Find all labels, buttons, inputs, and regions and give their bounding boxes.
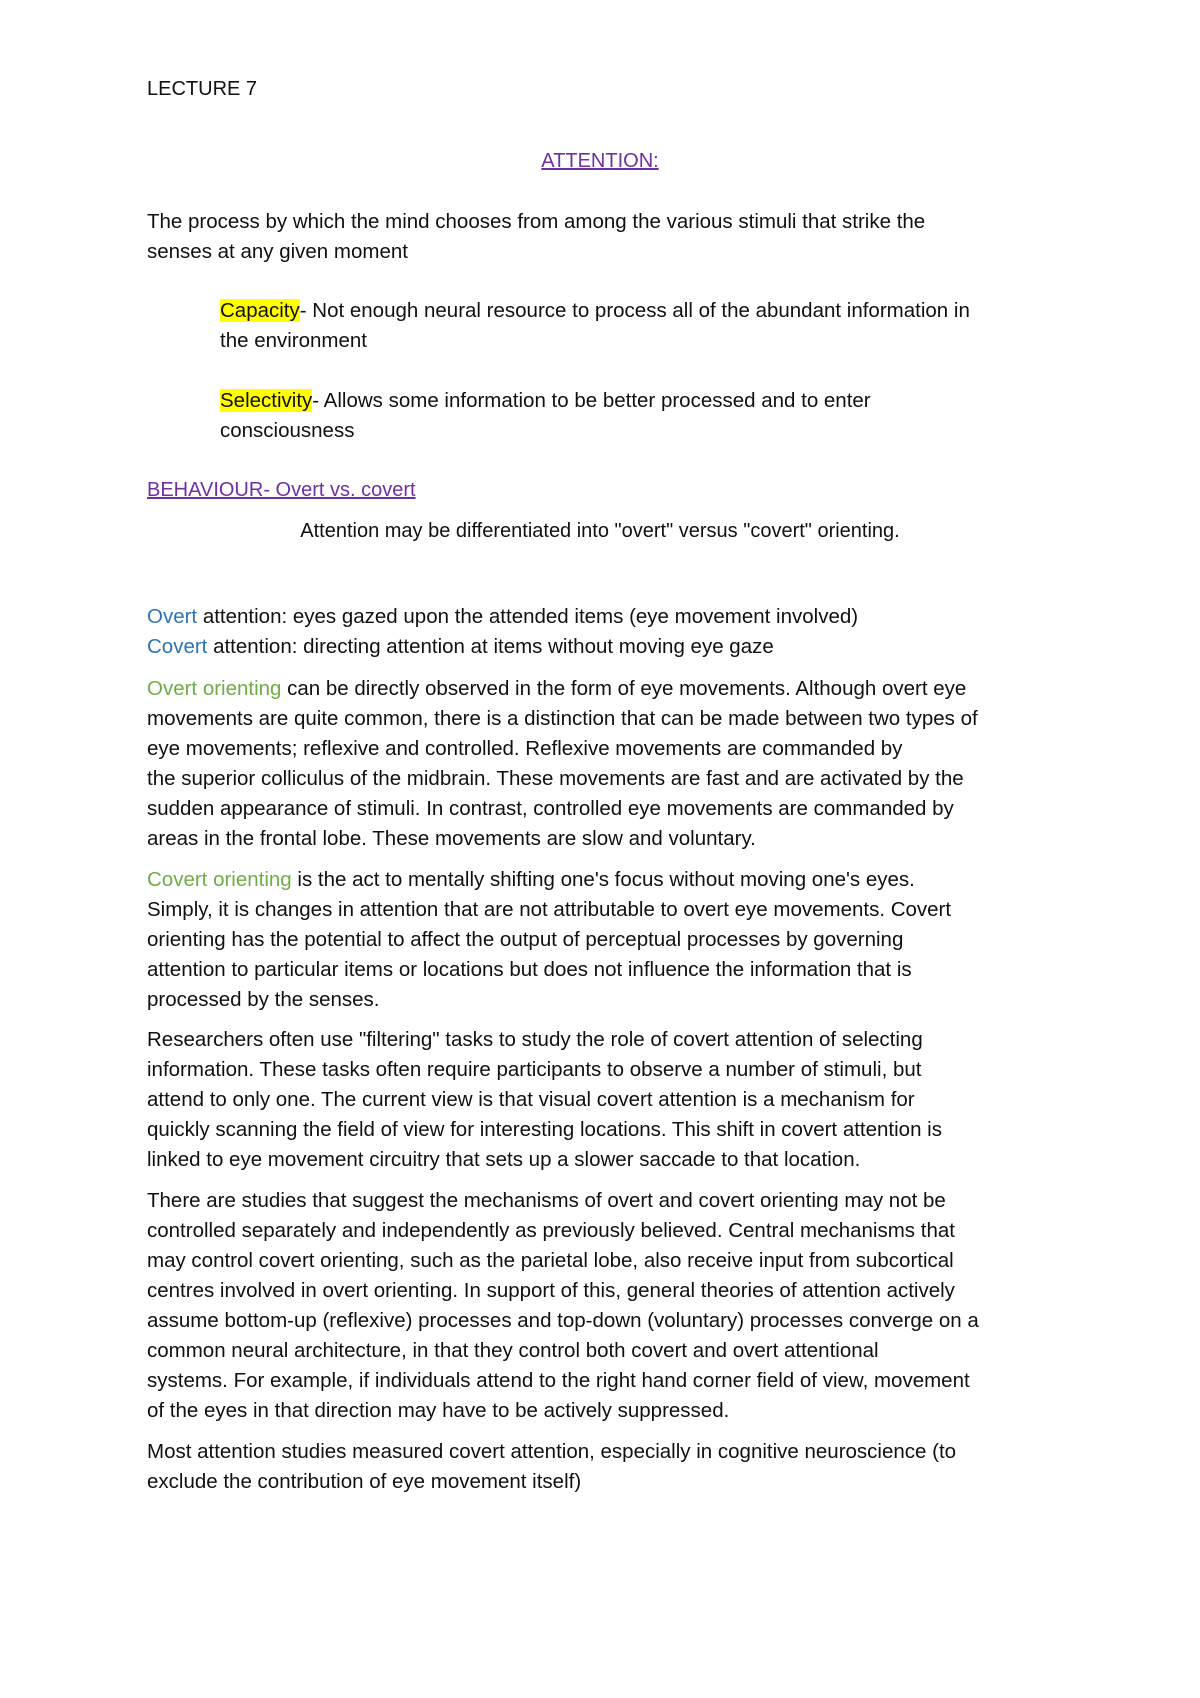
researchers-line: attend to only one. The current view is that visual covert attention is a mechanism for xyxy=(147,1088,915,1111)
researchers-line: linked to eye movement circuitry that sets up a slower saccade to that location. xyxy=(147,1148,861,1171)
studies-line: There are studies that suggest the mechanisms of overt and covert orienting may not be xyxy=(147,1189,946,1212)
covert-orienting-line: attention to particular items or locations but does not influence the information that is xyxy=(147,958,912,981)
behaviour-subtitle: Attention may be differentiated into "overt" versus "covert" orienting. xyxy=(300,520,900,542)
covert-orienting-line: Simply, it is changes in attention that are not attributable to overt eye movements. Covert xyxy=(147,898,952,921)
covert-orienting-line: processed by the senses. xyxy=(147,988,380,1011)
definition-line-1: The process by which the mind chooses from among the various stimuli that strike the xyxy=(147,210,926,233)
covert-orienting-term: Covert orienting xyxy=(147,868,292,891)
overt-definition-text: attention: eyes gazed upon the attended items (eye movement involved) xyxy=(197,605,859,628)
overt-term: Overt xyxy=(147,605,198,628)
overt-orienting-text: can be directly observed in the form of eye movements. Although overt eye xyxy=(281,677,967,700)
overt-orienting-line: sudden appearance of stimuli. In contrast, controlled eye movements are commanded by xyxy=(147,797,954,820)
lecture-label: LECTURE 7 xyxy=(147,78,258,100)
covert-orienting-text: is the act to mentally shifting one's focus without moving one's eyes. xyxy=(291,868,915,891)
capacity-line-2: the environment xyxy=(220,329,368,352)
attention-heading: ATTENTION: xyxy=(541,150,659,172)
studies-line: controlled separately and independently as previously believed. Central mechanisms that xyxy=(147,1219,955,1242)
covert-orienting-line-1 xyxy=(147,868,915,892)
overt-orienting-line: movements are quite common, there is a distinction that can be made between two types of xyxy=(147,707,978,730)
covert-definition xyxy=(147,635,774,659)
studies-line: common neural architecture, in that they control both covert and overt attentional xyxy=(147,1339,879,1362)
studies-line: may control covert orienting, such as the parietal lobe, also receive input from subcortical xyxy=(147,1249,954,1272)
selectivity-line-2: consciousness xyxy=(220,419,355,442)
overt-orienting-term: Overt orienting xyxy=(147,677,282,700)
studies-line: systems. For example, if individuals attend to the right hand corner field of view, movement xyxy=(147,1369,970,1392)
studies-line: centres involved in overt orienting. In support of this, general theories of attention actively xyxy=(147,1279,955,1302)
researchers-line: quickly scanning the field of view for interesting locations. This shift in covert attention is xyxy=(147,1118,942,1141)
definition-line-2: senses at any given moment xyxy=(147,240,408,263)
overt-orienting-line: areas in the frontal lobe. These movements are slow and voluntary. xyxy=(147,827,756,850)
most-line: exclude the contribution of eye movement itself) xyxy=(147,1470,582,1493)
overt-orienting-line: eye movements; reflexive and controlled. Reflexive movements are commanded by xyxy=(147,737,903,760)
covert-term: Covert xyxy=(147,635,208,658)
studies-line: of the eyes in that direction may have to be actively suppressed. xyxy=(147,1399,730,1422)
overt-orienting-line: the superior colliculus of the midbrain. These movements are fast and are activated by the xyxy=(147,767,964,790)
capacity-line-1 xyxy=(220,299,970,323)
covert-orienting-line: orienting has the potential to affect the output of perceptual processes by governing xyxy=(147,928,904,951)
covert-definition-text: attention: directing attention at items without moving eye gaze xyxy=(207,635,774,658)
capacity-term: Capacity xyxy=(220,299,300,322)
selectivity-term: Selectivity xyxy=(220,389,313,412)
overt-definition xyxy=(147,605,858,629)
behaviour-heading: BEHAVIOUR- Overt vs. covert xyxy=(147,479,416,501)
most-line: Most attention studies measured covert attention, especially in cognitive neuroscience (to xyxy=(147,1440,957,1463)
capacity-text: - Not enough neural resource to process all of the abundant information in xyxy=(299,299,970,322)
researchers-line: Researchers often use "filtering" tasks to study the role of covert attention of selecting xyxy=(147,1028,923,1051)
overt-orienting-line-1 xyxy=(147,677,966,701)
researchers-line: information. These tasks often require participants to observe a number of stimuli, but xyxy=(147,1058,922,1081)
selectivity-line-1 xyxy=(220,389,871,413)
selectivity-text: - Allows some information to be better processed and to enter xyxy=(312,389,871,412)
studies-line: assume bottom-up (reflexive) processes and top-down (voluntary) processes converge on a xyxy=(147,1309,979,1332)
